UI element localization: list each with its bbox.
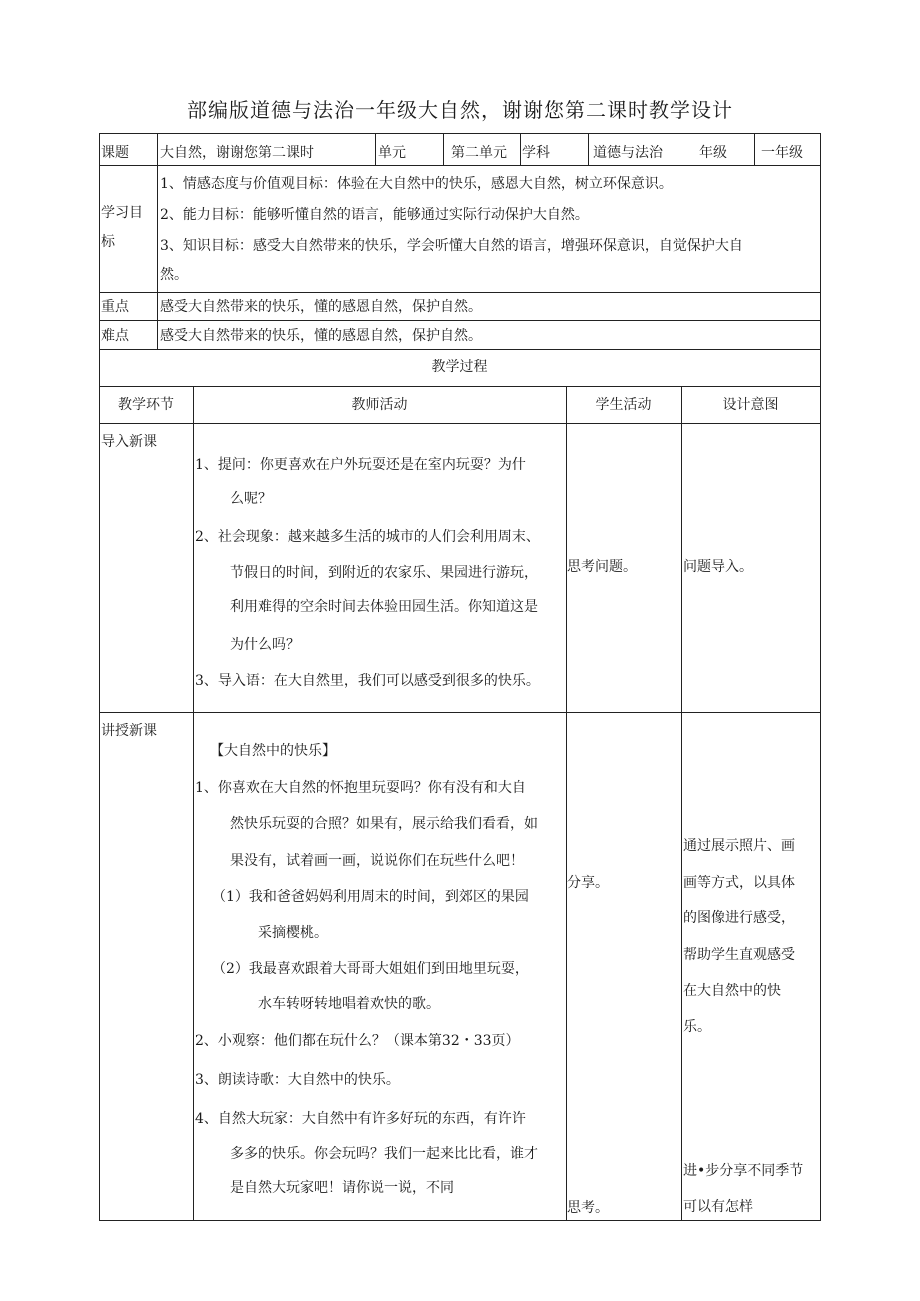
grade-label: 年级 [699, 145, 727, 161]
objective-item: 然。 [160, 267, 188, 283]
table-rule [754, 133, 755, 165]
subject-value: 道德与法治 [593, 145, 663, 161]
teacher-line: （1）我和爸爸妈妈利用周末的时间，到郊区的果园 [212, 889, 529, 905]
table-rule [566, 386, 567, 1220]
table-rule [99, 320, 820, 321]
table-rule [99, 349, 820, 350]
table-rule [375, 133, 376, 165]
design-intent-line: 帮助学生直观感受 [683, 947, 795, 963]
design-intent-line: 乐。 [683, 1019, 711, 1035]
teacher-line: 1、提问：你更喜欢在户外玩耍还是在室内玩耍？为什 [195, 457, 526, 473]
teacher-line: （2）我最喜欢跟着大哥哥大姐姐们到田地里玩耍， [212, 961, 529, 977]
objective-item: 2、能力目标：能够听懂自然的语言，能够通过实际行动保护大自然。 [160, 207, 589, 223]
process-title: 教学过程 [431, 359, 488, 375]
teacher-line: 3、导入语：在大自然里，我们可以感受到很多的快乐。 [195, 673, 540, 689]
key-point-value: 感受大自然带来的快乐，懂的感恩自然，保护自然。 [160, 299, 482, 315]
column-header-intent: 设计意图 [722, 397, 779, 413]
design-intent-line: 通过展示照片、画 [683, 838, 795, 854]
design-intent-line: 可以有怎样 [683, 1199, 753, 1215]
difficult-point-label: 难点 [101, 328, 129, 344]
table-rule [820, 133, 821, 1221]
subject-label: 学科 [522, 145, 550, 161]
design-intent-line: 的图像进行感受， [683, 910, 795, 926]
student-activity: 思考。 [567, 1200, 609, 1216]
teacher-line: 多多的快乐。你会玩吗？我们一起来比比看，谁才 [230, 1146, 538, 1162]
table-rule [99, 1220, 820, 1221]
topic-label: 课题 [101, 145, 129, 161]
table-rule [99, 712, 820, 713]
objective-item: 1、情感态度与价值观目标：体验在大自然中的快乐，感恩大自然，树立环保意识。 [160, 176, 673, 192]
table-rule [193, 386, 194, 1220]
teacher-line: 然快乐玩耍的合照？如果有，展示给我们看看，如 [230, 816, 538, 832]
grade-value: 一年级 [761, 145, 803, 161]
teacher-line: 采摘樱桃。 [258, 925, 328, 941]
student-activity: 分享。 [567, 875, 609, 891]
table-rule [99, 133, 820, 134]
teacher-line: 【大自然中的快乐】 [210, 743, 336, 759]
teacher-line: 2、小观察：他们都在玩什么？（课本第32・33页） [195, 1033, 520, 1049]
page-title: 部编版道德与法治一年级大自然，谢谢您第二课时教学设计 [187, 98, 733, 122]
table-rule [443, 133, 444, 165]
teacher-line: 水车转呀转地唱着欢快的歌。 [258, 996, 440, 1012]
objectives-label-line: 标 [101, 234, 115, 250]
table-rule [99, 423, 820, 424]
unit-value: 第二单元 [451, 145, 507, 161]
teacher-line: 为什么吗？ [230, 637, 300, 653]
design-intent-line: 画等方式，以具体 [683, 875, 795, 891]
teacher-line: 利用难得的空余时间去体验田园生活。你知道这是 [230, 599, 538, 615]
table-rule [588, 133, 589, 165]
table-rule [99, 165, 820, 166]
teacher-line: 么呢？ [230, 491, 272, 507]
column-header-stage: 教学环节 [118, 397, 174, 413]
teacher-line: 节假日的时间，到附近的农家乐、果园进行游玩， [230, 565, 538, 581]
column-header-student: 学生活动 [595, 397, 652, 413]
design-intent: 问题导入。 [683, 559, 753, 575]
difficult-point-value: 感受大自然带来的快乐，懂的感恩自然，保护自然。 [160, 328, 482, 344]
unit-label: 单元 [378, 145, 406, 161]
teacher-line: 果没有，试着画一画，说说你们在玩些什么吧！ [230, 853, 524, 869]
table-rule [681, 386, 682, 1220]
design-intent-line: 进•步分享不同季节 [683, 1163, 804, 1179]
objective-item: 3、知识目标：感受大自然带来的快乐，学会听懂大自然的语言，增强环保意识，自觉保护大自 [160, 238, 743, 254]
table-rule [520, 133, 521, 165]
teacher-line: 1、你喜欢在大自然的怀抱里玩耍吗？你有没有和大自 [195, 780, 526, 796]
objectives-label-line: 学习目 [101, 205, 143, 221]
student-activity: 思考问题。 [567, 559, 637, 575]
key-point-label: 重点 [101, 299, 129, 315]
table-rule [99, 386, 820, 387]
table-rule [157, 133, 158, 349]
stage-lesson: 讲授新课 [101, 723, 157, 739]
stage-intro: 导入新课 [101, 434, 157, 450]
column-header-teacher: 教师活动 [351, 397, 408, 413]
teacher-line: 3、朗读诗歌：大自然中的快乐。 [195, 1072, 400, 1088]
topic-value: 大自然，谢谢您第二课时 [160, 145, 314, 161]
teacher-line: 是自然大玩家吧！请你说一说，不同 [230, 1180, 454, 1196]
teacher-line: 2、社会现象：越来越多生活的城市的人们会利用周末、 [195, 529, 540, 545]
table-rule [99, 133, 100, 1221]
design-intent-line: 在大自然中的快 [683, 983, 781, 999]
table-rule [99, 292, 820, 293]
teacher-line: 4、自然大玩家：大自然中有许多好玩的东西，有许许 [195, 1111, 526, 1127]
